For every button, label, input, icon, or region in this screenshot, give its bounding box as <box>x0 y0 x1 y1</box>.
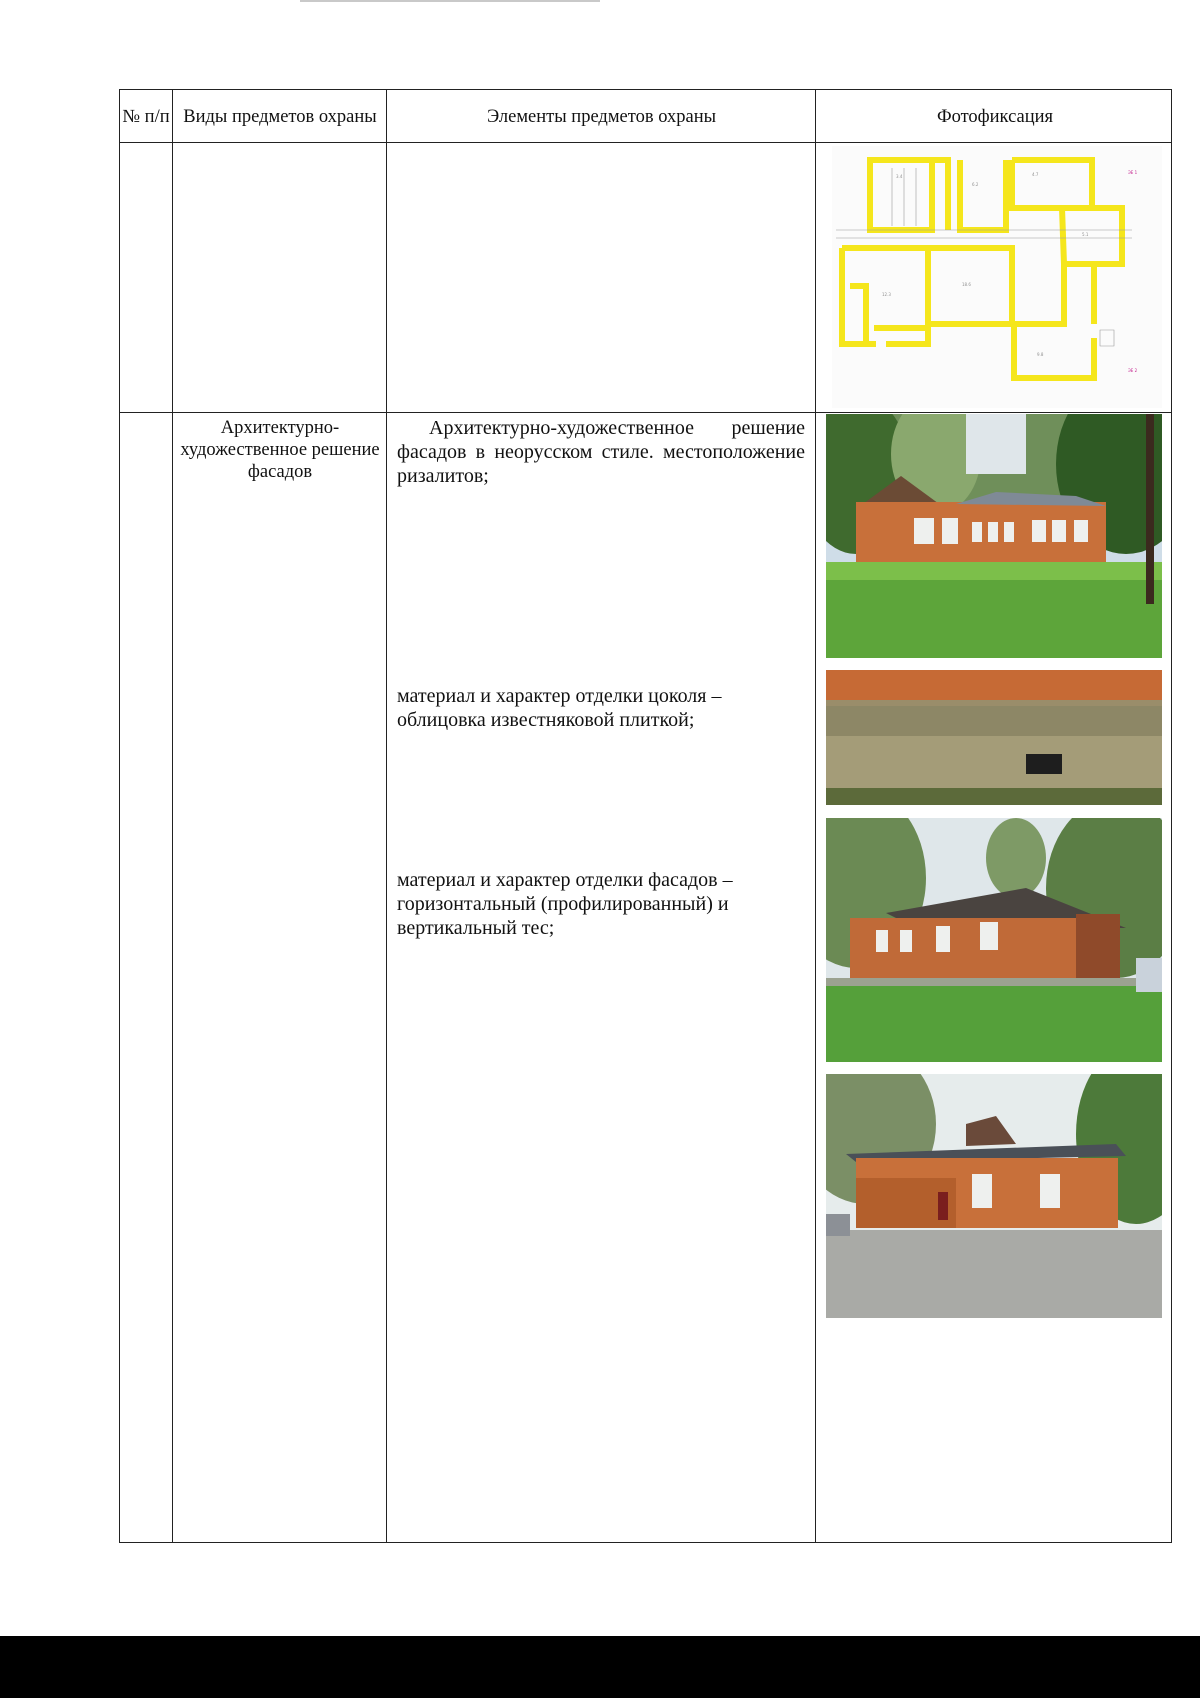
svg-text:12.3: 12.3 <box>882 292 891 297</box>
side-facade-photo <box>826 818 1162 1062</box>
protection-table <box>119 89 1172 1543</box>
plinth-photo <box>826 670 1162 805</box>
header-kinds: Виды предметов охраны <box>183 106 377 127</box>
element-item-2: материал и характер отделки цоколя – облицовка известняковой плиткой; <box>397 685 722 731</box>
element-item-3: материал и характер отделки фасадов – горизонтальный (профилированный) и вертикальный тес; <box>397 869 733 939</box>
facade-photo <box>826 414 1162 658</box>
svg-text:4.7: 4.7 <box>1032 172 1039 177</box>
svg-text:5.1: 5.1 <box>1082 232 1089 237</box>
column-divider <box>386 90 387 1542</box>
header-photo: Фотофиксация <box>936 106 1054 127</box>
header-elements: Элементы предметов охраны <box>486 106 717 127</box>
svg-text:9.8: 9.8 <box>1037 352 1044 357</box>
floor-plan-image <box>832 146 1162 408</box>
header-number: № п/п <box>122 106 170 127</box>
scan-edge-line <box>300 0 600 2</box>
rear-facade-photo <box>826 1074 1162 1318</box>
scan-border <box>0 1636 1200 1698</box>
svg-text:ЭЕ 2: ЭЕ 2 <box>1128 368 1138 373</box>
element-item-1: Архитектурно-художественное решение фасадов в неорусском стиле. местоположение ризалитов; <box>397 417 805 487</box>
svg-text:3.4: 3.4 <box>896 174 903 179</box>
svg-text:18.6: 18.6 <box>962 282 971 287</box>
protection-kind: Архитектурно-художественное решение фасадов <box>180 418 380 482</box>
column-divider <box>815 90 816 1542</box>
column-divider <box>172 90 173 1542</box>
svg-text:ЭЕ 1: ЭЕ 1 <box>1128 170 1138 175</box>
row-divider <box>120 412 1171 413</box>
svg-text:6.2: 6.2 <box>972 182 979 187</box>
